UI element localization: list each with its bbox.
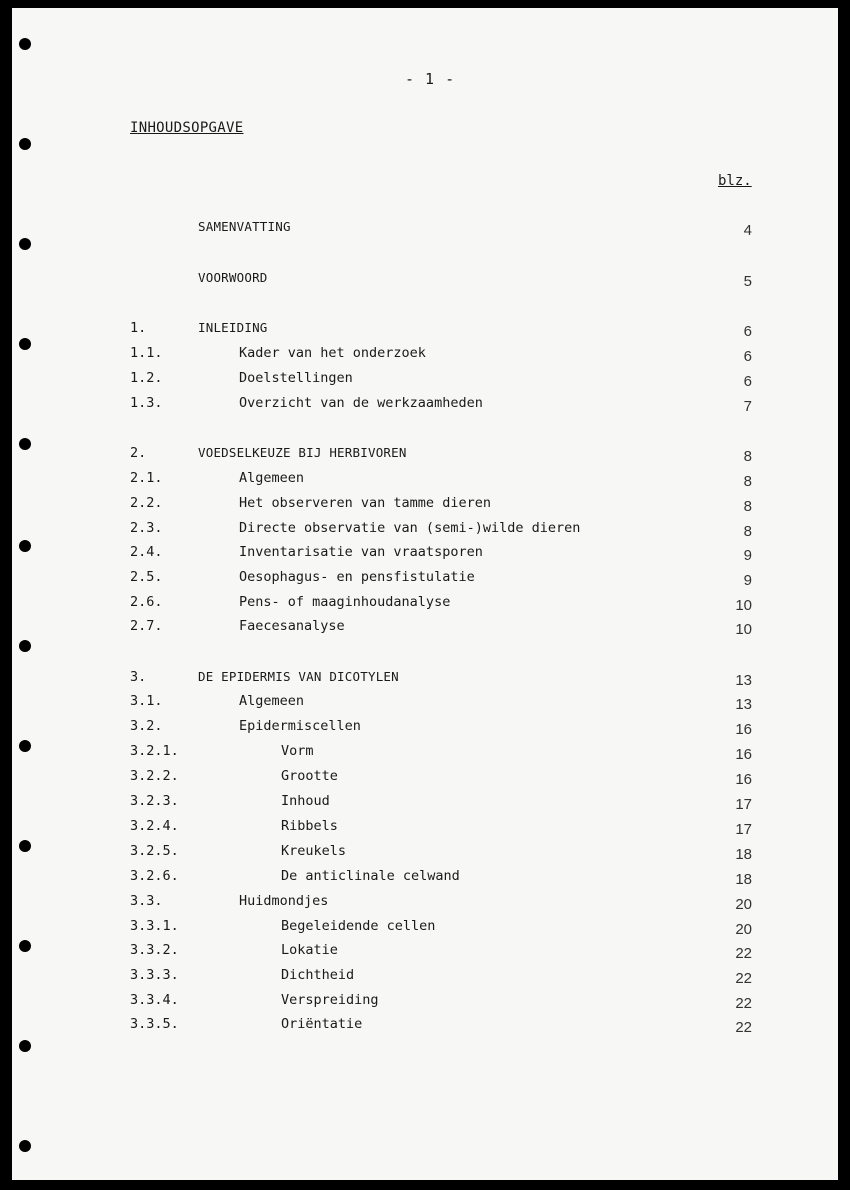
toc-entry-page: 13 bbox=[735, 672, 752, 689]
toc-entry-page: 4 bbox=[743, 222, 752, 239]
toc-entry-page: 8 bbox=[743, 498, 752, 515]
toc-entry-page: 8 bbox=[743, 473, 752, 490]
toc-entry bbox=[0, 520, 850, 542]
toc-entry-title: Grootte bbox=[281, 768, 338, 784]
toc-entry bbox=[0, 967, 850, 989]
page-column-label: blz. bbox=[718, 173, 752, 189]
toc-entry-number: 3.2. bbox=[130, 718, 163, 734]
toc-entry-number: 3.1. bbox=[130, 693, 163, 709]
toc-entry bbox=[0, 693, 850, 715]
toc-entry-number: 1. bbox=[130, 320, 147, 336]
toc-entry-page: 16 bbox=[735, 771, 752, 788]
toc-entry-page: 9 bbox=[743, 547, 752, 564]
toc-entry-page: 17 bbox=[735, 821, 752, 838]
toc-entry-title: Algemeen bbox=[239, 470, 305, 486]
toc-entry-title: Directe observatie van (semi-)wilde dieren bbox=[239, 520, 581, 536]
toc-entry bbox=[0, 893, 850, 915]
toc-entry-title: Inventarisatie van vraatsporen bbox=[239, 544, 483, 560]
toc-entry-title: Inhoud bbox=[281, 793, 330, 809]
toc-entry-number: 2.3. bbox=[130, 520, 163, 536]
toc-entry-title: Verspreiding bbox=[281, 992, 379, 1008]
toc-entry-number: 3.2.6. bbox=[130, 868, 179, 884]
toc-entry-number: 1.2. bbox=[130, 370, 163, 386]
toc-entry-page: 6 bbox=[743, 323, 752, 340]
toc-entry-number: 1.3. bbox=[130, 395, 163, 411]
toc-entry-page: 6 bbox=[743, 373, 752, 390]
toc-entry-page: 18 bbox=[735, 846, 752, 863]
toc-entry-page: 20 bbox=[735, 896, 752, 913]
toc-entry bbox=[0, 470, 850, 492]
toc-entry-title: Epidermiscellen bbox=[239, 718, 361, 734]
punch-hole bbox=[19, 640, 31, 652]
toc-entry bbox=[0, 718, 850, 740]
toc-entry bbox=[0, 445, 850, 467]
toc-entry-number: 3. bbox=[130, 669, 147, 685]
toc-entry-number: 3.2.1. bbox=[130, 743, 179, 759]
toc-entry bbox=[0, 992, 850, 1014]
toc-entry-number: 3.3.2. bbox=[130, 942, 179, 958]
punch-hole bbox=[19, 138, 31, 150]
toc-entry-page: 17 bbox=[735, 796, 752, 813]
toc-entry-number: 3.3.3. bbox=[130, 967, 179, 983]
toc-entry-page: 18 bbox=[735, 871, 752, 888]
toc-entry-page: 7 bbox=[743, 398, 752, 415]
toc-entry-number: 2. bbox=[130, 445, 147, 461]
toc-entry-title: Lokatie bbox=[281, 942, 338, 958]
toc-entry-number: 2.6. bbox=[130, 594, 163, 610]
toc-entry bbox=[0, 818, 850, 840]
toc-entry-title: Oriëntatie bbox=[281, 1016, 363, 1032]
toc-entry bbox=[0, 942, 850, 964]
toc-entry bbox=[0, 345, 850, 367]
toc-entry bbox=[0, 793, 850, 815]
toc-entry bbox=[0, 594, 850, 616]
toc-entry-page: 22 bbox=[735, 1019, 752, 1036]
punch-hole bbox=[19, 1140, 31, 1152]
toc-entry-number: 2.2. bbox=[130, 495, 163, 511]
toc-entry bbox=[0, 743, 850, 765]
toc-entry bbox=[0, 544, 850, 566]
toc-entry-page: 10 bbox=[735, 621, 752, 638]
toc-entry bbox=[0, 395, 850, 417]
toc-entry-page: 22 bbox=[735, 970, 752, 987]
toc-entry-page: 5 bbox=[743, 273, 752, 290]
toc-entry-title: Oesophagus- en pensfistulatie bbox=[239, 569, 475, 585]
toc-entry-number: 2.7. bbox=[130, 618, 163, 634]
toc-entry-title: Het observeren van tamme dieren bbox=[239, 495, 491, 511]
toc-heading: INHOUDSOPGAVE bbox=[130, 120, 244, 136]
toc-entry-page: 8 bbox=[743, 523, 752, 540]
toc-entry-number: 2.5. bbox=[130, 569, 163, 585]
toc-entry bbox=[0, 843, 850, 865]
toc-entry-title: Algemeen bbox=[239, 693, 305, 709]
toc-entry-page: 20 bbox=[735, 921, 752, 938]
toc-entry-number: 3.2.3. bbox=[130, 793, 179, 809]
toc-entry-title: Begeleidende cellen bbox=[281, 918, 436, 934]
toc-entry-title: Ribbels bbox=[281, 818, 338, 834]
toc-entry bbox=[0, 669, 850, 691]
toc-entry-page: 16 bbox=[735, 746, 752, 763]
toc-entry-title: Vorm bbox=[281, 743, 314, 759]
toc-entry-number: 3.3.4. bbox=[130, 992, 179, 1008]
toc-entry bbox=[0, 569, 850, 591]
toc-entry-number: 3.3.5. bbox=[130, 1016, 179, 1032]
toc-entry-page: 8 bbox=[743, 448, 752, 465]
toc-entry bbox=[0, 868, 850, 890]
toc-entry-title: INLEIDING bbox=[198, 320, 268, 335]
toc-entry-page: 16 bbox=[735, 721, 752, 738]
toc-entry-page: 13 bbox=[735, 696, 752, 713]
toc-entry bbox=[0, 320, 850, 342]
toc-entry-title: Dichtheid bbox=[281, 967, 355, 983]
toc-entry-number: 3.2.4. bbox=[130, 818, 179, 834]
toc-entry-title: Huidmondjes bbox=[239, 893, 329, 909]
toc-entry bbox=[0, 618, 850, 640]
toc-entry bbox=[0, 1016, 850, 1038]
toc-entry-title: Overzicht van de werkzaamheden bbox=[239, 395, 483, 411]
toc-entry bbox=[0, 370, 850, 392]
punch-hole bbox=[19, 1040, 31, 1052]
page-number: - 1 - bbox=[405, 70, 456, 88]
toc-entry-page: 6 bbox=[743, 348, 752, 365]
toc-entry-title: DE EPIDERMIS VAN DICOTYLEN bbox=[198, 669, 399, 684]
toc-entry-title: Kader van het onderzoek bbox=[239, 345, 426, 361]
toc-entry-title: De anticlinale celwand bbox=[281, 868, 460, 884]
toc-entry-page: 22 bbox=[735, 945, 752, 962]
toc-entry-number: 2.1. bbox=[130, 470, 163, 486]
toc-entry-title: SAMENVATTING bbox=[198, 219, 291, 234]
toc-entry bbox=[0, 270, 850, 292]
toc-entry bbox=[0, 918, 850, 940]
punch-hole bbox=[19, 38, 31, 50]
toc-entry-number: 3.3.1. bbox=[130, 918, 179, 934]
toc-entry-title: VOEDSELKEUZE BIJ HERBIVOREN bbox=[198, 445, 407, 460]
toc-entry-title: Pens- of maaginhoudanalyse bbox=[239, 594, 451, 610]
toc-entry-title: Kreukels bbox=[281, 843, 347, 859]
toc-entry-page: 9 bbox=[743, 572, 752, 589]
toc-entry-title: Doelstellingen bbox=[239, 370, 353, 386]
toc-entry-number: 3.2.5. bbox=[130, 843, 179, 859]
toc-entry-number: 2.4. bbox=[130, 544, 163, 560]
toc-entry-title: VOORWOORD bbox=[198, 270, 268, 285]
toc-entry-number: 3.3. bbox=[130, 893, 163, 909]
toc-entry-page: 22 bbox=[735, 995, 752, 1012]
toc-entry bbox=[0, 495, 850, 517]
toc-entry bbox=[0, 219, 850, 241]
toc-entry-number: 1.1. bbox=[130, 345, 163, 361]
toc-entry-page: 10 bbox=[735, 597, 752, 614]
toc-entry-title: Faecesanalyse bbox=[239, 618, 345, 634]
toc-entry-number: 3.2.2. bbox=[130, 768, 179, 784]
toc-entry bbox=[0, 768, 850, 790]
